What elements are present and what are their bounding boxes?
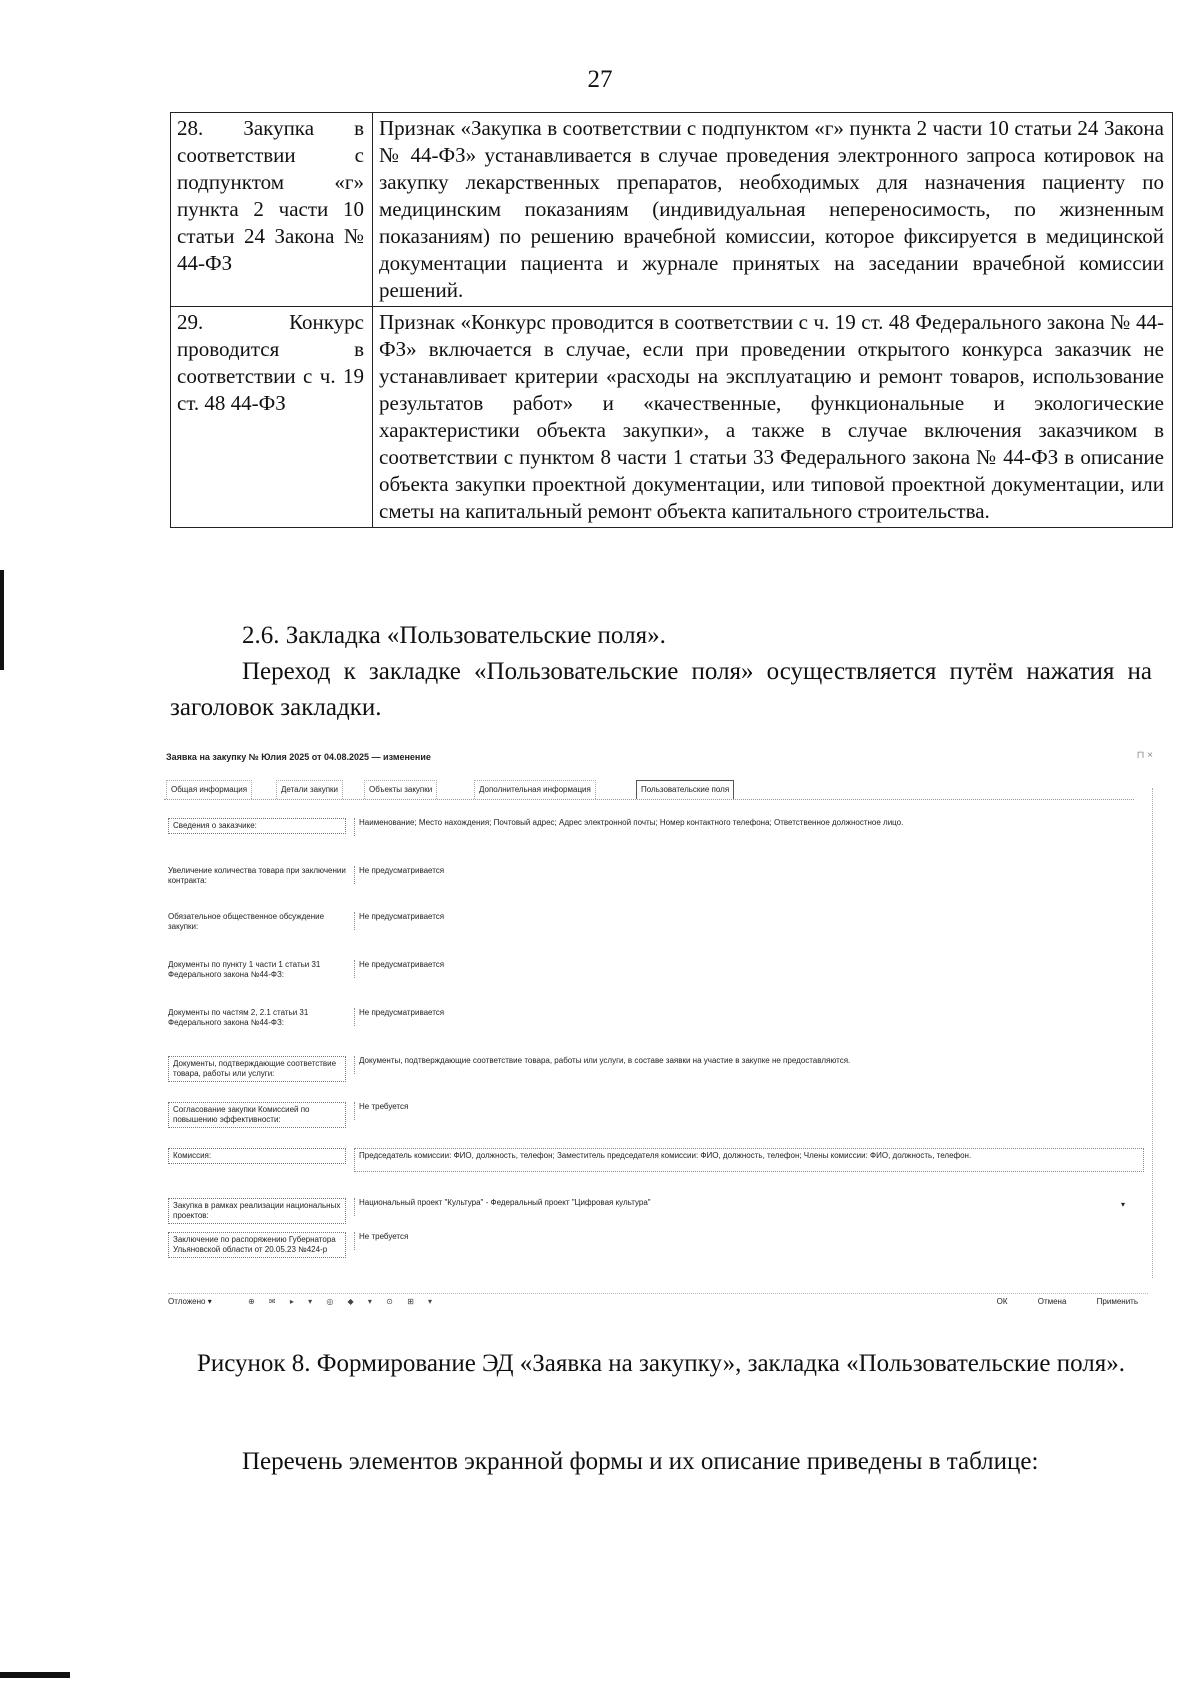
field-label: Документы, подтверждающие соответствие товара, работы или услуги: bbox=[168, 1056, 346, 1082]
field-value[interactable] bbox=[354, 1198, 1139, 1216]
field-value[interactable]: Наименование; Место нахождения; Почтовый адрес; Адрес электронной почты; Номер контактного телефона; Ответственное должностное лицо. bbox=[354, 818, 1139, 836]
scan-bottom-mark bbox=[0, 1672, 70, 1678]
scrollbar[interactable] bbox=[1152, 788, 1161, 1278]
field-value-text: Национальный проект "Культура" - Федеральный проект "Цифровая культура" bbox=[359, 1198, 651, 1207]
tab-purchase-objects[interactable]: Объекты закупки bbox=[364, 780, 437, 799]
dialog-buttons bbox=[969, 1294, 1138, 1310]
field-value[interactable]: Не предусматривается bbox=[354, 1008, 1139, 1026]
scan-edge-mark bbox=[0, 570, 4, 670]
table-cell-name: 28. Закупка в соответствии с подпунктом «г» пункта 2 части 10 статьи 24 Закона № 44-ФЗ bbox=[171, 113, 373, 307]
section-text: Переход к закладке «Пользовательские поля» осуществляется путём нажатия на заголовок закладки. bbox=[170, 658, 1152, 721]
apply-button[interactable]: Применить bbox=[1096, 1297, 1138, 1306]
table-cell-description: Признак «Закупка в соответствии с подпунктом «г» пункта 2 части 10 статьи 24 Закона № 44-ФЗ» устанавливается в случае проведения электронного запроса котировок на закупку лекарственных препаратов, необходимых для назначения пациенту по медицинским показаниям (индивидуальная непереносимость, по жизненным показаниям) по решению врачебной комиссии, которое фиксируется в медицинской документации пациента и журнале принятых на заседании врачебной комиссии решений. bbox=[373, 113, 1173, 307]
field-label: Документы по пункту 1 части 1 статьи 31 Федерального закона №44-ФЗ: bbox=[168, 960, 321, 979]
form-screenshot bbox=[160, 748, 1165, 1318]
tab-purchase-details[interactable]: Детали закупки bbox=[276, 780, 343, 799]
table-row bbox=[171, 307, 1173, 528]
field-label: Согласование закупки Комиссией по повышению эффективности: bbox=[168, 1102, 346, 1128]
tab-bar bbox=[164, 780, 1144, 802]
tab-general-info[interactable]: Общая информация bbox=[166, 780, 252, 799]
window-title: Заявка на закупку № Юлия 2025 от 04.08.2025 — изменение bbox=[166, 752, 431, 762]
field-value[interactable]: Не предусматривается bbox=[354, 866, 1139, 884]
field-label: Обязательное общественное обсуждение закупки: bbox=[168, 912, 325, 931]
tab-additional-info[interactable]: Дополнительная информация bbox=[474, 780, 596, 799]
field-label: Увеличение количества товара при заключении контракта: bbox=[168, 866, 346, 885]
tab-custom-fields[interactable]: Пользовательские поля bbox=[636, 780, 734, 799]
field-label: Документы по частям 2, 2.1 статьи 31 Федерального закона №44-ФЗ: bbox=[168, 1008, 309, 1027]
field-value[interactable]: Не требуется bbox=[354, 1232, 1139, 1250]
field-value[interactable]: Не требуется bbox=[354, 1102, 1139, 1120]
field-value[interactable]: Не предусматривается bbox=[354, 912, 1139, 930]
field-value[interactable]: Председатель комиссии: ФИО, должность, телефон; Заместитель председателя комиссии: ФИО, должность, телефон; Члены комиссии: ФИО, должность, телефон. bbox=[354, 1148, 1144, 1172]
cancel-button[interactable]: Отмена bbox=[1037, 1297, 1067, 1306]
page-number: 27 bbox=[587, 66, 613, 93]
table-cell-description: Признак «Конкурс проводится в соответствии с ч. 19 ст. 48 Федерального закона № 44-ФЗ» включается в случае, если при проведении открытого конкурса заказчик не устанавливает критерии «расходы на эксплуатацию и ремонт товаров, использование результатов работ» и «качественные, функциональные и экологические характеристики объекта закупки», а также в случае включения заказчиком в соответствии с пунктом 8 части 1 статьи 33 Федерального закона № 44-ФЗ в описание объекта закупки проектной документации, или типовой проектной документации, или сметы на капитальный ремонт объекта капитального строительства. bbox=[373, 307, 1173, 528]
deferred-dropdown[interactable]: Отложено ▾ bbox=[168, 1297, 212, 1306]
ok-button[interactable]: ОК bbox=[996, 1297, 1008, 1306]
field-label: Комиссия: bbox=[168, 1148, 346, 1164]
toolbar-icons[interactable]: ⊕ ✉ ▸ ▾ ◎ ◆ ▾ ⊙ ⊞ ▾ bbox=[248, 1297, 439, 1306]
closing-text: Перечень элементов экранной формы и их описание приведены в таблице: bbox=[242, 1448, 1039, 1475]
field-value[interactable]: Не предусматривается bbox=[354, 960, 1139, 978]
field-label: Закупка в рамках реализации национальных проектов: bbox=[168, 1198, 346, 1224]
field-label: Заключение по распоряжению Губернатора Ульяновской области от 20.05.23 №424-р bbox=[168, 1232, 346, 1258]
section-heading: 2.6. Закладка «Пользовательские поля». bbox=[242, 622, 666, 649]
chevron-down-icon[interactable]: ▾ bbox=[1120, 1200, 1125, 1209]
field-value[interactable]: Документы, подтверждающие соответствие товара, работы или услуги, в составе заявки на участие в закупке не предоставляются. bbox=[354, 1056, 1139, 1074]
table-cell-name: 29. Конкурс проводится в соответствии с ч. 19 ст. 48 44-ФЗ bbox=[171, 307, 373, 528]
field-label: Сведения о заказчике: bbox=[168, 818, 346, 834]
bottom-toolbar bbox=[168, 1293, 1148, 1310]
close-icon[interactable]: ⊓ × bbox=[1136, 750, 1153, 761]
attributes-table bbox=[170, 112, 1173, 528]
table-row bbox=[171, 113, 1173, 307]
figure-caption: Рисунок 8. Формирование ЭД «Заявка на закупку», закладка «Пользовательские поля». bbox=[196, 1350, 1125, 1377]
